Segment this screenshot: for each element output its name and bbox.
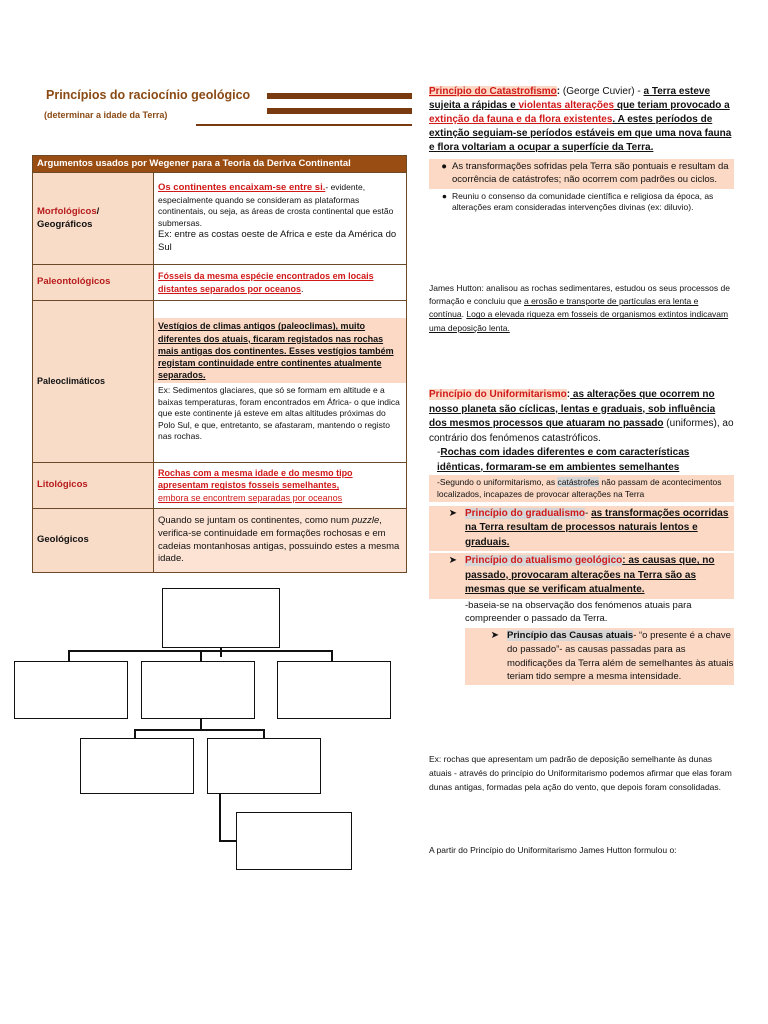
table-row xyxy=(33,301,407,463)
list-item: ● Reuniu o consenso da comunidade científica e religiosa da época, as alterações eram consideradas intervenções divinas (ex: diluvio). xyxy=(441,190,714,213)
connector-line xyxy=(220,647,222,657)
sub-note: -baseia-se na observação dos fenómenos atuais para compreender o passado da Terra. xyxy=(465,599,692,625)
diagram-box-bottom xyxy=(236,812,352,870)
list-item: ➤ Princípio do gradualismo- as transformações ocorridas na Terra resultam de processos naturais lentos e graduais. xyxy=(429,506,734,552)
hutton-section: James Hutton: analisou as rochas sedimentares, estudou os seus processos de formação e concluiu que a erosão e transporte de partículas era lenta e contínua. Logo a elevada riqueza em fosseis de organismos extintos indicavam uma deposição lenta. xyxy=(429,283,730,333)
table-row xyxy=(33,265,407,301)
row-label: Litológicos xyxy=(33,463,154,509)
page-subtitle: (determinar a idade da Terra) xyxy=(44,110,168,120)
list-item: ● As transformações sofridas pela Terra são pontuais e resultam da ocorrência de catástrofes; não ocorrem com padrões ou ciclos. xyxy=(441,161,729,186)
diagram-box-root xyxy=(162,588,280,648)
row-description: Quando se juntam os continentes, como num puzzle, verifica-se continuidade em formações rochosas e em cadeias montanhosas antigas, possuindo estes a mesma idade. xyxy=(154,509,407,573)
connector-line xyxy=(134,729,264,731)
list-item: ➤ Princípio das Causas atuais- “o presente é a chave do passado”- as causas passadas para as modificações da Terra além de semelhantes às atuais teriam tido sempre a mesma intensidade. xyxy=(465,628,734,685)
uniformitarismo-section: Princípio do Uniformitarismo: as alterações que ocorrem no nosso planeta são cíclicas, lentas e graduais, sob influência dos mesmos processos que atuaram no passado (uniformes), ao contrário dos fenómenos catastróficos. -Rochas com idades diferentes e com características idênticas, formaram-se em ambientes semelhantes -Segundo o uniformitarismo, as catástrofes não passam de acontecimentos localizados, incapazes de provocar alterações na Terra ➤ Princípio do gradualismo- as transformações ocorridas na Terra resultam de processos naturais lentos e graduais. ➤ Princípio do atualismo geológico: as causas que, no passado, provocaram alterações na Terra são as mesmas que se verificam atualmente. -baseia-se na observação dos fenómenos atuais para compreender o passado da Terra. ➤ Princípio das Causas atuais- “o presente é a chave do passado”- as causas passadas para as modificações da Terra além de semelhantes às atuais teriam tido sempre a mesma intensidade. xyxy=(429,388,734,685)
title-decor-line xyxy=(196,124,412,126)
table-row xyxy=(33,173,407,265)
page-title: Princípios do raciocínio geológico xyxy=(46,88,251,102)
table-row xyxy=(33,509,407,573)
diagram-box-lower-right xyxy=(207,738,321,794)
example-paragraph: Ex: rochas que apresentam um padrão de deposição semelhante às dunas atuais - através do princípio do Uniformitarismo podemos afirmar que elas foram dunas antigas, formadas pela ação do vento, que depois foram consolidadas. xyxy=(429,754,732,793)
final-paragraph: A partir do Princípio do Uniformitarismo James Hutton formulou o: xyxy=(429,845,677,855)
title-decor-bar xyxy=(267,108,412,114)
diagram-box-middle xyxy=(141,661,255,719)
row-label: Paleoclimáticos xyxy=(33,301,154,463)
connector-line xyxy=(219,840,237,842)
row-label: Geológicos xyxy=(33,509,154,573)
table-row xyxy=(33,463,407,509)
diagram-box-right xyxy=(277,661,391,719)
diagram-box-lower-left xyxy=(80,738,194,794)
title-decor-bar xyxy=(267,93,412,99)
table-heading: Argumentos usados por Wegener para a Teoria da Deriva Continental xyxy=(33,156,407,173)
catastrofismo-section: Princípio do Catastrofismo: (George Cuvier) - a Terra esteve sujeita a rápidas e violentas alterações que teriam provocado a extinção da fauna e da flora existentes. A estes períodos de extinção seguiam-se períodos estáveis em que uma nova fauna e flora voltariam a ocupar a superfície da Terra. ● As transformações sofridas pela Terra são pontuais e resultam da ocorrência de catástrofes; não ocorrem com padrões ou ciclos. ● Reuniu o consenso da comunidade científica e religiosa da época, as alterações eram consideradas intervenções divinas (ex: diluvio). xyxy=(429,85,734,214)
list-item: ➤ Princípio do atualismo geológico: as causas que, no passado, provocaram alterações na Terra são as mesmas que se verificam atualmente. xyxy=(429,553,734,599)
row-description: Rochas com a mesma idade e do mesmo tipo apresentam registos fosseis semelhantes, embora se encontrem separadas por oceanos xyxy=(154,463,407,509)
row-label: Paleontológicos xyxy=(33,265,154,301)
row-description: Vestígios de climas antigos (paleoclimas), muito diferentes dos atuais, ficaram registados nas rochas mais antigas dos continentes. Esses vestígios também registam continuidade entre continentes atualmente separados. Ex: Sedimentos glaciares, que só se formam em altitude e a baixas temperaturas, foram encontrados em África- o que indica que este continente já esteve em altas altitudes próximas do Polo Sul, e que, entretanto, se afastaram, mantendo o registo nas rochas. xyxy=(154,301,407,463)
wegener-arguments-table xyxy=(32,155,407,573)
row-label: Morfológicos/ Geográficos xyxy=(33,173,154,265)
row-description: Fósseis da mesma espécie encontrados em locais distantes separados por oceanos. xyxy=(154,265,407,301)
row-description: Os continentes encaixam-se entre si.- evidente, especialmente quando se consideram as plataformas continentais, ou seja, as áreas de crosta continental que estão submersas. Ex: entre as costas oeste de Africa e este da América do Sul xyxy=(154,173,407,265)
connector-line xyxy=(219,793,221,841)
diagram-box-left xyxy=(14,661,128,719)
